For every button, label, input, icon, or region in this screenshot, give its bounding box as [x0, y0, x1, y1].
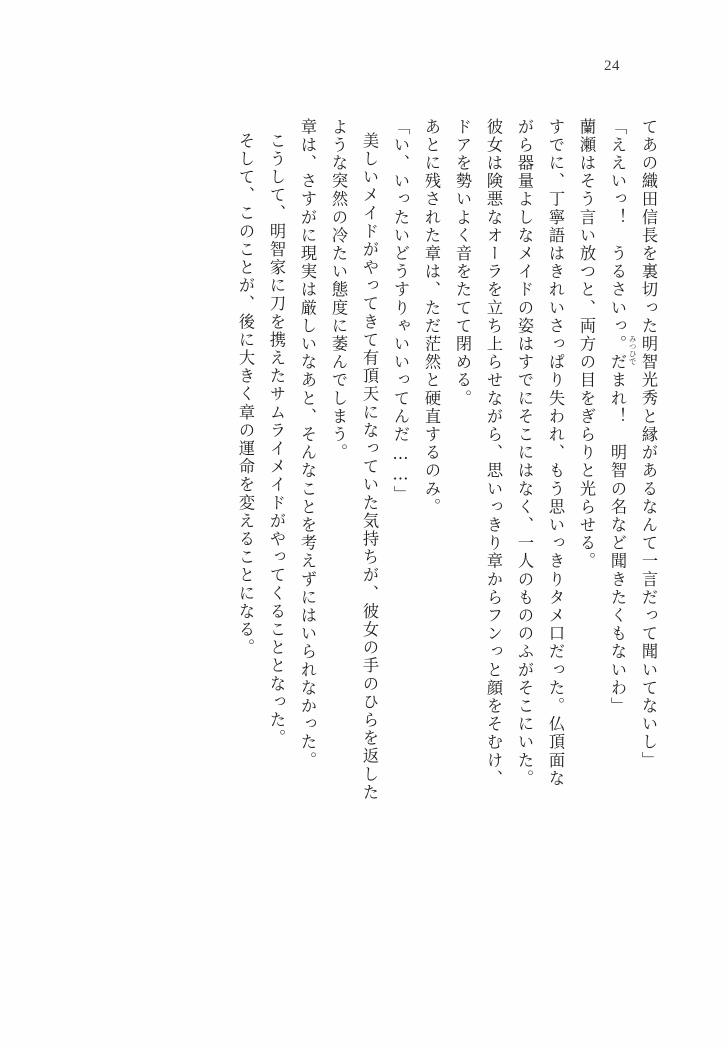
text-line: ような突然の冷たい態度に萎んでしまう。	[329, 118, 348, 462]
text-line: 「ええいっ！ うるさいっ。だまれ！ 明智の名など聞きたくもないわ」	[608, 118, 627, 716]
text-line: ドアを勢いよく音をたてて閉める。	[453, 118, 472, 408]
text-line: こうして、明智家に刀を携えたサムライメイドがやってくることとなった。	[267, 132, 286, 748]
text-line: すでに、丁寧語はきれいさっぱり失われ、もう思いっきりタメ口だった。仏頂面な	[546, 118, 565, 788]
text-line: てあの織田信長を裏切った明智光秀 みつひで と縁があるなんて一言だって聞いてないし」	[628, 118, 658, 770]
ruby-annotation: みつひで	[628, 335, 638, 366]
text-line: がら器量よしなメイドの姿はすでにそこにはなく、一人のもののふがそこにいた。	[515, 118, 534, 788]
page-number: 24	[604, 58, 620, 74]
text-line: 彼女は険悪なオーラを立ち上らせながら、思いっきり章からフンっと顔をそむけ、	[484, 118, 503, 788]
text-line: 「い、いったいどうすりゃいいってんだ……」	[391, 118, 410, 504]
vertical-text-body	[62, 118, 656, 978]
ruby-base: 明智光秀	[639, 335, 658, 408]
text-line: あとに残された章は、ただ茫然と硬直するのみ。	[422, 118, 441, 517]
text-line: 美しいメイドがやってきて有頂天になっていた気持ちが、彼女の手のひらを返した	[360, 132, 379, 802]
text-line: そして、このことが、後に大きく章の運命を変えることになる。	[236, 132, 255, 657]
text-line: 章は、さすがに現実は厳しいなあと、そんなことを考えずにはいられなかった。	[298, 118, 317, 770]
ruby-group	[628, 335, 658, 408]
text-line: 蘭瀬はそう言い放つと、両方の目をぎらりと光らせる。	[577, 118, 596, 571]
